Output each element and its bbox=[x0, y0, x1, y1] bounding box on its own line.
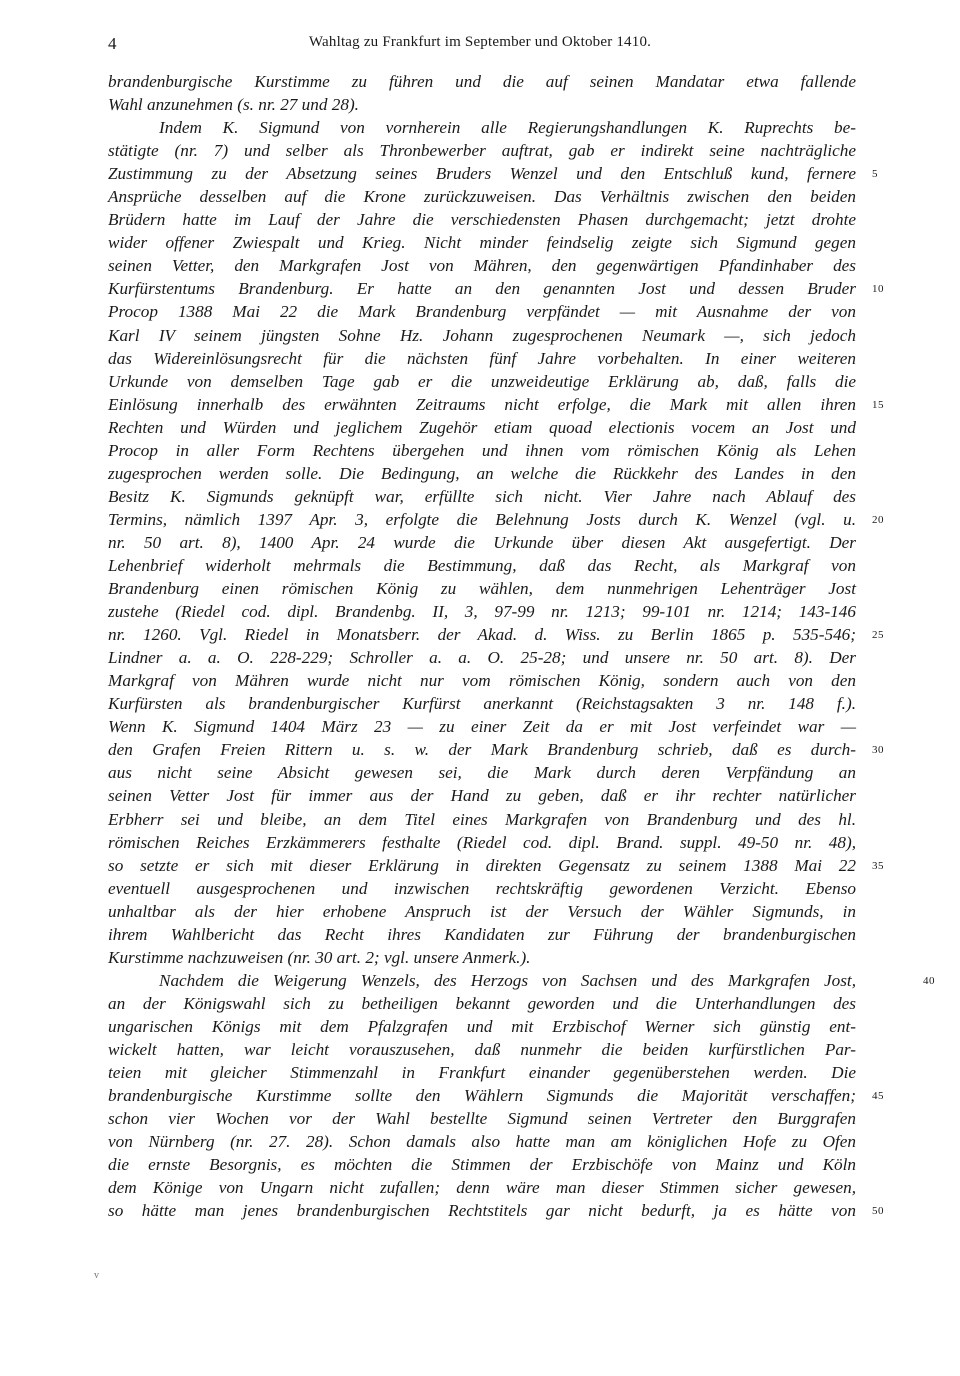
line-number: 15 bbox=[872, 398, 884, 411]
text-line bbox=[108, 1176, 856, 1199]
line-text: zugesprochen werden solle. Die Bedingung, an welche die Rückkehr des Landes in den bbox=[108, 463, 856, 483]
text-line bbox=[108, 116, 856, 139]
text-line bbox=[108, 347, 856, 370]
stray-mark: v bbox=[94, 1270, 99, 1281]
text-line bbox=[108, 854, 884, 877]
line-text: unhaltbar als der hier erhobene Anspruch ist der Versuch der Wähler Sigmunds, in bbox=[108, 901, 856, 921]
line-text: wickelt hatten, war leicht vorauszusehen, daß nunmehr die beiden kurfürstlichen Par- bbox=[108, 1039, 856, 1059]
line-text: dem Könige von Ungarn nicht zufallen; denn wäre man dieser Stimmen sicher gewesen, bbox=[108, 1178, 856, 1198]
line-text: so hätte man jenes brandenburgischen Rechtstitels gar nicht bedurft, ja es hätte von bbox=[108, 1201, 856, 1221]
line-text: Wenn K. Sigmund 1404 März 23 — zu einer Zeit da er mit Jost verfeindet war — bbox=[108, 717, 856, 737]
text-line bbox=[108, 738, 884, 761]
text-line bbox=[108, 969, 935, 992]
line-text: Kurfürsten als brandenburgischer Kurfürst anerkannt (Reichstagsakten 3 nr. 148 f.). bbox=[108, 694, 856, 714]
line-text: Kurstimme nachzuweisen (nr. 30 art. 2; vgl. unsere Anmerk.). bbox=[108, 947, 531, 967]
line-text: Einlösung innerhalb des erwähnten Zeitraums nicht erfolge, die Mark mit allen ihren bbox=[108, 394, 856, 414]
line-number: 30 bbox=[872, 744, 884, 757]
text-line bbox=[108, 946, 856, 969]
line-text: wider offener Zwiespalt und Krieg. Nicht minder feindselig zeigte sich Sigmund gegen bbox=[108, 233, 856, 253]
line-text: brandenburgische Kurstimme zu führen und die auf seinen Mandatar etwa fallende bbox=[108, 72, 856, 91]
line-text: von Nürnberg (nr. 27. 28). Schon damals also hatte man am königlichen Hofe zu Ofen bbox=[108, 1132, 856, 1152]
text-line bbox=[108, 416, 856, 439]
line-text: eventuell ausgesprochenen und inzwischen rechtskräftig gewordenen Verzicht. Ebenso bbox=[108, 878, 856, 898]
text-line bbox=[108, 992, 856, 1015]
line-text: Urkunde von demselben Tage gab er die unzweideutige Erklärung ab, daß, falls die bbox=[108, 371, 856, 391]
line-text: zustehe (Riedel cod. dipl. Brandenbg. II, 3, 97-99 nr. 1213; 99-101 nr. 1214; 143-146 bbox=[108, 602, 856, 622]
page-header bbox=[0, 34, 960, 60]
line-number: 10 bbox=[872, 283, 884, 296]
text-line bbox=[108, 485, 856, 508]
line-text: Lindner a. a. O. 228-229; Schroller a. a. O. 25-28; und unsere nr. 50 art. 8). Der bbox=[108, 648, 856, 668]
line-text: seinen Vetter, den Markgrafen Jost von Mähren, den gegenwärtigen Pfandinhaber des bbox=[108, 256, 856, 276]
line-text: Besitz K. Sigmunds geknüpft war, erfüllte sich nicht. Vier Jahre nach Ablauf des bbox=[108, 486, 856, 506]
text-line bbox=[108, 139, 856, 162]
text-line bbox=[108, 1199, 884, 1222]
line-number: 20 bbox=[872, 513, 884, 526]
line-number: 45 bbox=[872, 1090, 884, 1103]
line-text: Nachdem die Weigerung Wenzels, des Herzogs von Sachsen und des Markgrafen Jost, bbox=[159, 970, 856, 990]
line-text: Indem K. Sigmund von vornherein alle Regierungshandlungen K. Ruprechts be- bbox=[159, 118, 856, 138]
line-text: ungarischen Königs mit dem Pfalzgrafen und mit Erzbischof Werner sich günstig ent- bbox=[108, 1016, 856, 1036]
text-line bbox=[108, 531, 856, 554]
text-line bbox=[108, 1107, 856, 1130]
line-text: so setzte er sich mit dieser Erklärung in direkten Gegensatz zu seinem 1388 Mai 22 bbox=[108, 855, 856, 875]
text-line bbox=[108, 1061, 856, 1084]
line-text: Brüdern hatte im Lauf der Jahre die verschiedensten Phasen durchgemacht; jetzt drohte bbox=[108, 210, 856, 230]
line-number: 25 bbox=[872, 629, 884, 642]
text-line bbox=[108, 439, 856, 462]
text-line bbox=[108, 669, 856, 692]
text-line bbox=[108, 254, 856, 277]
line-text: Kurfürstentums Brandenburg. Er hatte an den genannten Jost und dessen Bruder bbox=[108, 279, 856, 299]
text-line bbox=[108, 185, 856, 208]
text-line bbox=[108, 877, 856, 900]
line-text: an der Königswahl sich zu betheiligen bekannt geworden und die Unterhandlungen des bbox=[108, 993, 856, 1013]
text-line bbox=[108, 370, 856, 393]
line-number: 40 bbox=[923, 974, 935, 987]
line-text: seinen Vetter Jost für immer aus der Hand zu geben, daß er ihr rechter natürlicher bbox=[108, 786, 856, 806]
line-text: römischen Reiches Erzkämmerers festhalte (Riedel cod. dipl. Brand. suppl. 49-50 nr. 48), bbox=[108, 832, 856, 852]
line-number: 35 bbox=[872, 859, 884, 872]
text-line bbox=[108, 646, 856, 669]
line-text: stätigte (nr. 7) und selber als Thronbewerber auftrat, gab er indirekt seine nachträgliche bbox=[108, 141, 856, 161]
line-text: Markgraf von Mähren wurde nicht nur vom römischen König, sondern auch von den bbox=[108, 671, 856, 691]
text-line bbox=[108, 784, 856, 807]
text-line bbox=[108, 1153, 856, 1176]
line-text: das Widereinlösungsrecht für die nächsten fünf Jahre vorbehalten. In einer weiteren bbox=[108, 348, 856, 368]
line-text: brandenburgische Kurstimme sollte den Wählern Sigmunds die Majorität verschaffen; bbox=[108, 1086, 856, 1106]
text-line bbox=[108, 600, 856, 623]
text-line bbox=[108, 162, 878, 185]
line-text: Procop in aller Form Rechtens übergehen und ihnen vom römischen König als Lehen bbox=[108, 440, 856, 460]
text-line bbox=[108, 692, 856, 715]
text-line bbox=[108, 70, 856, 93]
text-line bbox=[108, 1130, 856, 1153]
line-text: Karl IV seinem jüngsten Sohne Hz. Johann zugesprochenen Neumark —, sich jedoch bbox=[108, 325, 856, 345]
text-line bbox=[108, 93, 856, 116]
line-text: Brandenburg einen römischen König zu wählen, dem nunmehrigen Lehenträger Jost bbox=[108, 579, 856, 599]
line-text: Wahl anzunehmen (s. nr. 27 und 28). bbox=[108, 95, 359, 115]
text-line bbox=[108, 1084, 884, 1107]
body-text bbox=[108, 70, 935, 1222]
text-line bbox=[108, 231, 856, 254]
line-number: 5 bbox=[872, 168, 878, 181]
line-text: Rechten und Würden und jeglichem Zugehör etiam quoad electionis vocem an Jost und bbox=[108, 417, 856, 437]
text-line bbox=[108, 277, 884, 300]
line-text: teien mit gleicher Stimmenzahl in Frankfurt einander gegenüberstehen werden. Die bbox=[108, 1063, 856, 1083]
line-number: 50 bbox=[872, 1205, 884, 1218]
text-line bbox=[108, 300, 856, 323]
line-text: Ansprüche desselben auf die Krone zurückzuweisen. Das Verhältnis zwischen den beiden bbox=[108, 187, 856, 207]
line-text: Zustimmung zu der Absetzung seines Bruders Wenzel und den Entschluß kund, fernere bbox=[108, 164, 856, 184]
text-line bbox=[108, 715, 856, 738]
running-head: Wahltag zu Frankfurt im September und Oktober 1410. bbox=[308, 34, 652, 50]
text-line bbox=[108, 900, 856, 923]
text-line bbox=[108, 923, 856, 946]
text-line bbox=[108, 208, 856, 231]
text-line bbox=[108, 1015, 856, 1038]
line-text: Procop 1388 Mai 22 die Mark Brandenburg verpfändet — mit Ausnahme der von bbox=[108, 302, 856, 322]
text-line bbox=[108, 462, 856, 485]
page-number: 4 bbox=[108, 34, 117, 53]
text-line bbox=[108, 831, 856, 854]
text-line bbox=[108, 324, 856, 347]
text-line bbox=[108, 577, 856, 600]
text-line bbox=[108, 554, 856, 577]
text-line bbox=[108, 1038, 856, 1061]
line-text: ihrem Wahlbericht das Recht ihres Kandidaten zur Führung der brandenburgischen bbox=[108, 924, 856, 944]
line-text: den Grafen Freien Rittern u. s. w. der Mark Brandenburg schrieb, daß es durch- bbox=[108, 740, 856, 760]
line-text: Erbherr sei und bleibe, an dem Titel eines Markgrafen von Brandenburg und des hl. bbox=[108, 809, 856, 829]
text-line bbox=[108, 808, 856, 831]
line-text: aus nicht seine Absicht gewesen sei, die Mark durch deren Verpfändung an bbox=[108, 763, 856, 783]
text-line bbox=[108, 393, 884, 416]
line-text: Termins, nämlich 1397 Apr. 3, erfolgte die Belehnung Josts durch K. Wenzel (vgl. u. bbox=[108, 509, 856, 529]
line-text: nr. 1260. Vgl. Riedel in Monatsberr. der Akad. d. Wiss. zu Berlin 1865 p. 535-546; bbox=[108, 625, 856, 645]
text-line bbox=[108, 761, 856, 784]
text-line bbox=[108, 508, 884, 531]
line-text: Lehenbrief widerholt mehrmals die Bestimmung, daß das Recht, als Markgraf von bbox=[108, 555, 856, 575]
text-line bbox=[108, 623, 884, 646]
line-text: die ernste Besorgnis, es möchten die Stimmen der Erzbischöfe von Mainz und Köln bbox=[108, 1155, 856, 1175]
line-text: schon vier Wochen vor der Wahl bestellte Sigmund seinen Vertreter den Burggrafen bbox=[108, 1109, 856, 1129]
line-text: nr. 50 art. 8), 1400 Apr. 24 wurde die Urkunde über diesen Akt ausgefertigt. Der bbox=[108, 532, 856, 552]
